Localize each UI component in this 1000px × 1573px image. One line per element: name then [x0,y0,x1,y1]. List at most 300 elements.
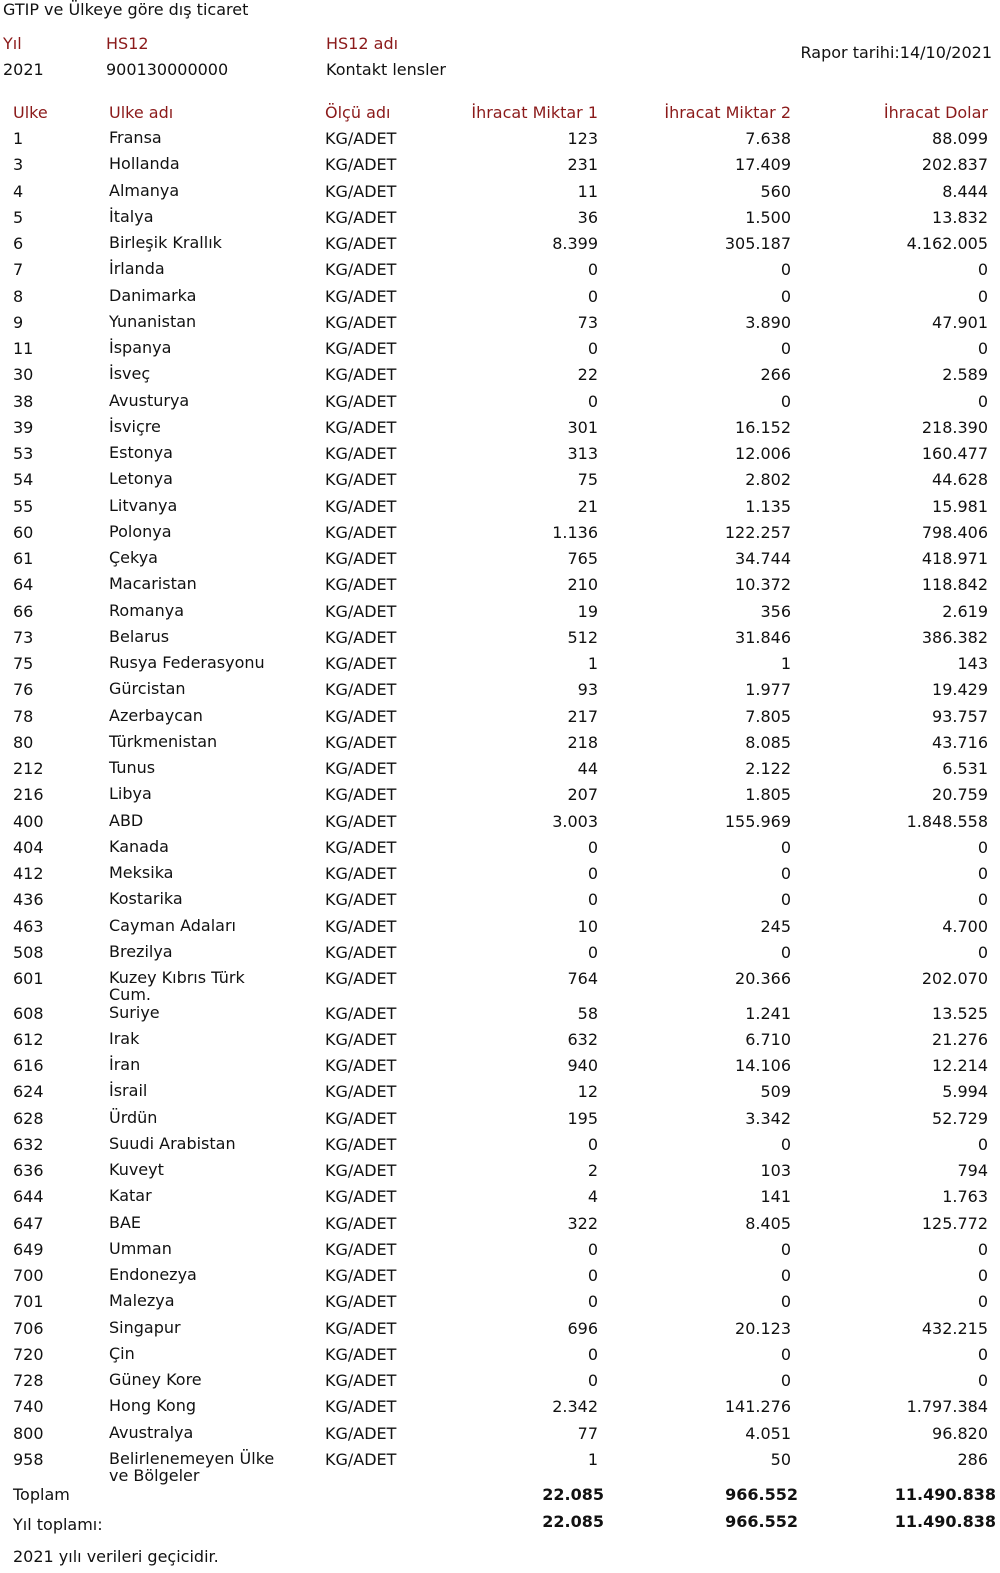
table-row [0,1292,1000,1318]
cell-unit: KG/ADET [325,627,397,647]
cell-export-qty1: 512 [567,627,598,647]
cell-export-qty1: 2.342 [552,1397,598,1417]
totals-usd: 11.490.838 [894,1485,996,1504]
cell-unit: KG/ADET [325,470,397,490]
cell-unit: KG/ADET [325,1082,397,1102]
cell-country-code: 8 [13,286,24,306]
cell-export-usd: 44.628 [932,470,988,490]
cell-country-name: İspanya [109,338,172,357]
cell-country-name: Endonezya [109,1265,197,1284]
cell-unit: KG/ADET [325,391,397,411]
cell-export-qty2: 141 [760,1187,791,1207]
cell-country-name: Kostarika [109,889,183,909]
cell-unit: KG/ADET [325,207,397,227]
table-row [0,1397,1000,1423]
cell-country-code: 212 [13,759,44,778]
cell-unit: KG/ADET [325,601,397,621]
cell-country-name: Katar [109,1186,152,1206]
cell-country-name: Kanada [109,836,169,856]
year-totals-label: Yıl toplamı: [13,1515,103,1534]
cell-export-qty1: 0 [587,260,598,280]
cell-country-code: 53 [13,444,34,463]
cell-country-code: 400 [13,811,44,831]
cell-country-code: 644 [13,1187,44,1207]
cell-country-name: Libya [109,784,152,804]
cell-export-usd: 0 [977,1239,988,1259]
cell-unit: KG/ADET [325,365,397,385]
table-row [0,1345,1000,1371]
cell-country-name: Cayman Adaları [109,915,236,935]
table-row [0,392,1000,418]
cell-export-qty1: 21 [577,496,598,516]
cell-unit: KG/ADET [325,417,397,437]
cell-export-usd: 1.848.558 [906,811,988,831]
cell-export-qty2: 0 [780,1371,791,1390]
table-row [0,759,1000,785]
cell-export-usd: 93.757 [932,706,988,726]
cell-country-code: 616 [13,1056,44,1075]
cell-export-qty2: 1 [780,654,791,673]
cell-export-qty2: 0 [780,1344,791,1364]
cell-country-code: 39 [13,417,34,437]
table-row [0,497,1000,523]
cell-country-name: İsviçre [109,416,161,436]
cell-country-code: 508 [13,942,44,962]
cell-export-qty1: 0 [587,942,598,962]
table-row [0,1371,1000,1397]
cell-export-usd: 125.772 [921,1213,988,1233]
cell-export-usd: 13.525 [932,1003,988,1023]
cell-country-name: Tunus [109,758,156,777]
cell-export-qty1: 0 [587,339,598,358]
cell-country-code: 628 [13,1108,44,1128]
cell-export-qty2: 0 [780,864,791,883]
cell-country-code: 76 [13,680,34,700]
report-date: Rapor tarihi:14/10/2021 [800,43,992,62]
cell-country-name: Danimarka [109,285,197,305]
cell-export-qty1: 2 [587,1161,598,1180]
cell-country-code: 404 [13,837,44,857]
cell-export-qty2: 7.638 [745,129,791,148]
table-row [0,785,1000,811]
table-row [0,129,1000,155]
cell-export-usd: 19.429 [932,680,988,700]
cell-unit: KG/ADET [325,1318,397,1338]
table-row [0,654,1000,680]
table-row [0,313,1000,339]
cell-country-name: Singapur [109,1317,181,1337]
cell-export-qty2: 1.805 [745,785,791,805]
cell-unit: KG/ADET [325,312,397,332]
cell-unit: KG/ADET [325,1239,397,1259]
cell-country-code: 60 [13,522,34,542]
cell-unit: KG/ADET [325,286,397,306]
cell-export-qty2: 356 [760,601,791,621]
cell-country-name: Polonya [109,521,172,541]
totals-qty1: 22.085 [542,1485,604,1504]
cell-export-qty1: 0 [587,1371,598,1390]
cell-export-qty1: 0 [587,1266,598,1285]
cell-country-name: Kuzey Kıbrıs Türk Cum. [109,968,245,1004]
cell-country-code: 61 [13,549,34,568]
hs-code-value: 900130000000 [106,60,229,79]
cell-country-name: Avusturya [109,390,190,410]
table-row [0,1266,1000,1292]
cell-unit: KG/ADET [325,1029,397,1049]
cell-country-code: 54 [13,470,34,490]
cell-country-code: 38 [13,391,34,411]
cell-export-qty1: 1 [587,1449,598,1469]
cell-country-code: 700 [13,1266,44,1285]
table-row [0,733,1000,759]
cell-export-usd: 118.842 [921,575,988,595]
cell-country-code: 9 [13,312,24,332]
cell-country-code: 7 [13,260,24,280]
cell-country-name: Azerbaycan [109,705,203,725]
table-row [0,1319,1000,1345]
cell-country-name: Çin [109,1343,135,1363]
cell-export-qty2: 7.805 [745,706,791,726]
cell-export-qty1: 764 [567,969,598,988]
cell-export-qty2: 0 [780,1266,791,1285]
cell-country-code: 612 [13,1029,44,1049]
cell-unit: KG/ADET [325,1187,397,1207]
cell-country-name: Avustralya [109,1422,194,1442]
cell-export-qty1: 77 [577,1423,598,1443]
cell-unit: KG/ADET [325,129,397,148]
cell-country-code: 6 [13,234,24,253]
table-row [0,339,1000,365]
cell-export-qty2: 20.123 [735,1318,791,1338]
cell-country-name: Yunanistan [109,311,197,331]
cell-country-name: Estonya [109,443,173,462]
cell-unit: KG/ADET [325,522,397,542]
cell-unit: KG/ADET [325,1003,397,1023]
cell-export-qty2: 141.276 [724,1397,791,1417]
cell-export-qty2: 0 [780,890,791,910]
cell-export-qty2: 0 [780,1239,791,1259]
cell-export-usd: 0 [977,1266,988,1285]
table-row [0,1056,1000,1082]
cell-export-qty1: 58 [577,1003,598,1023]
cell-export-qty1: 73 [577,312,598,332]
cell-country-name: İrlanda [109,259,165,279]
table-row [0,234,1000,260]
cell-country-code: 30 [13,365,34,385]
table-row [0,1161,1000,1187]
cell-country-code: 4 [13,181,24,201]
cell-unit: KG/ADET [325,942,397,962]
cell-export-usd: 2.589 [942,365,988,385]
cell-export-usd: 0 [977,890,988,910]
cell-unit: KG/ADET [325,864,397,883]
cell-export-qty1: 217 [567,706,598,726]
cell-country-code: 632 [13,1134,44,1154]
hs-name-value: Kontakt lensler [326,60,446,79]
cell-export-usd: 0 [977,942,988,962]
cell-export-usd: 52.729 [932,1108,988,1128]
hs-code-label: HS12 [106,34,149,53]
cell-country-name: Hong Kong [109,1396,196,1416]
cell-country-name: Irak [109,1028,140,1048]
col-header-country-name: Ulke adı [109,103,174,122]
cell-unit: KG/ADET [325,969,397,988]
table-row [0,1004,1000,1030]
cell-export-qty1: 0 [587,286,598,306]
cell-export-usd: 15.981 [932,496,988,516]
cell-country-name: Malezya [109,1291,175,1311]
cell-country-name: Fransa [109,128,162,147]
cell-export-qty1: 0 [587,391,598,411]
table-row [0,1187,1000,1213]
cell-country-name: Ürdün [109,1107,158,1127]
cell-export-qty2: 1.135 [745,496,791,516]
cell-unit: KG/ADET [325,444,397,463]
cell-export-usd: 0 [977,1344,988,1364]
table-row [0,917,1000,943]
cell-export-usd: 386.382 [921,627,988,647]
cell-country-code: 601 [13,969,44,988]
cell-export-qty1: 1 [587,654,598,673]
cell-unit: KG/ADET [325,916,397,936]
cell-export-qty2: 0 [780,942,791,962]
cell-country-name: Birleşik Krallık [109,233,222,252]
cell-country-name: Türkmenistan [109,731,218,751]
cell-unit: KG/ADET [325,785,397,805]
table-row [0,155,1000,181]
cell-unit: KG/ADET [325,1292,397,1312]
cell-country-name: İran [109,1055,141,1074]
cell-country-name: Kuveyt [109,1160,164,1179]
cell-export-qty1: 1.136 [552,522,598,542]
cell-export-qty2: 0 [780,1292,791,1312]
cell-export-qty1: 231 [567,155,598,175]
cell-country-code: 624 [13,1082,44,1102]
cell-export-qty2: 0 [780,339,791,358]
cell-export-qty2: 0 [780,1134,791,1154]
cell-export-qty2: 31.846 [735,627,791,647]
table-row [0,707,1000,733]
cell-country-name: Macaristan [109,574,197,594]
cell-unit: KG/ADET [325,496,397,516]
cell-country-code: 78 [13,706,34,726]
cell-unit: KG/ADET [325,1371,397,1390]
cell-unit: KG/ADET [325,260,397,280]
cell-unit: KG/ADET [325,1344,397,1364]
cell-unit: KG/ADET [325,575,397,595]
table-row [0,943,1000,969]
col-header-export-qty2: İhracat Miktar 2 [664,103,791,122]
table-row [0,365,1000,391]
cell-export-qty1: 0 [587,864,598,883]
cell-export-usd: 0 [977,260,988,280]
cell-export-qty2: 8.405 [745,1213,791,1233]
cell-export-qty2: 8.085 [745,732,791,752]
table-row [0,287,1000,313]
table-row [0,470,1000,496]
cell-export-qty1: 11 [577,181,598,201]
cell-export-qty2: 6.710 [745,1029,791,1049]
year-totals-qty1: 22.085 [542,1512,604,1531]
cell-export-qty1: 0 [587,890,598,910]
cell-country-code: 740 [13,1397,44,1417]
cell-export-qty1: 313 [567,444,598,463]
cell-export-usd: 4.700 [942,916,988,936]
cell-export-qty2: 17.409 [735,155,791,175]
table-row [0,1424,1000,1450]
table-row [0,968,1000,1004]
cell-export-qty2: 20.366 [735,969,791,988]
table-row [0,549,1000,575]
cell-export-usd: 8.444 [942,181,988,201]
cell-export-qty1: 0 [587,1344,598,1364]
cell-country-code: 73 [13,627,34,647]
cell-export-qty2: 2.802 [745,470,791,490]
cell-export-qty2: 14.106 [735,1056,791,1075]
cell-country-name: Litvanya [109,495,178,515]
cell-unit: KG/ADET [325,1108,397,1128]
cell-unit: KG/ADET [325,759,397,778]
table-row [0,1448,1000,1485]
cell-unit: KG/ADET [325,732,397,752]
cell-country-name: Belirlenemeyen Ülke ve Bölgeler [109,1448,275,1485]
cell-country-name: Letonya [109,469,173,489]
cell-export-usd: 798.406 [921,522,988,542]
table-row [0,812,1000,838]
year-totals-qty2: 966.552 [725,1512,798,1531]
cell-country-code: 216 [13,785,44,805]
table-row [0,838,1000,864]
cell-export-qty1: 12 [577,1082,598,1102]
cell-export-qty1: 322 [567,1213,598,1233]
cell-export-qty1: 36 [577,207,598,227]
cell-country-code: 728 [13,1371,44,1390]
table-row [0,523,1000,549]
cell-unit: KG/ADET [325,654,397,673]
cell-export-usd: 6.531 [942,759,988,778]
cell-country-name: ABD [109,810,144,830]
cell-export-qty1: 44 [577,759,598,778]
cell-country-code: 55 [13,496,34,516]
cell-country-code: 5 [13,207,24,227]
cell-country-name: Güney Kore [109,1370,202,1389]
cell-unit: KG/ADET [325,1266,397,1285]
table-row [0,1082,1000,1108]
cell-country-name: Brezilya [109,941,173,961]
cell-export-qty1: 0 [587,1239,598,1259]
cell-unit: KG/ADET [325,680,397,700]
table-row [0,1214,1000,1240]
cell-export-qty2: 0 [780,837,791,857]
cell-export-qty2: 245 [760,916,791,936]
cell-country-code: 647 [13,1213,44,1233]
cell-country-code: 3 [13,155,24,175]
cell-country-name: İsrail [109,1081,148,1101]
cell-country-name: Gürcistan [109,679,186,699]
cell-export-qty2: 0 [780,260,791,280]
cell-export-qty2: 50 [770,1449,791,1469]
cell-export-usd: 4.162.005 [906,234,988,253]
cell-export-usd: 0 [977,837,988,857]
cell-export-usd: 20.759 [932,785,988,805]
cell-country-name: Suudi Arabistan [109,1133,236,1153]
cell-export-usd: 43.716 [932,732,988,752]
table-row [0,418,1000,444]
cell-unit: KG/ADET [325,549,397,568]
cell-export-usd: 202.837 [921,155,988,175]
cell-country-name: Hollanda [109,154,180,174]
cell-unit: KG/ADET [325,1134,397,1154]
cell-export-usd: 88.099 [932,129,988,148]
table-row [0,680,1000,706]
table-row [0,575,1000,601]
cell-unit: KG/ADET [325,1397,397,1417]
table-row [0,1030,1000,1056]
cell-unit: KG/ADET [325,234,397,253]
cell-export-qty1: 195 [567,1108,598,1128]
cell-unit: KG/ADET [325,155,397,175]
cell-country-code: 463 [13,916,44,936]
table-row [0,1135,1000,1161]
totals-qty2: 966.552 [725,1485,798,1504]
cell-unit: KG/ADET [325,811,397,831]
cell-export-qty2: 16.152 [735,417,791,437]
cell-country-code: 608 [13,1003,44,1023]
cell-unit: KG/ADET [325,890,397,910]
cell-export-qty2: 155.969 [724,811,791,831]
cell-export-qty1: 765 [567,549,598,568]
cell-export-qty1: 8.399 [552,234,598,253]
cell-country-code: 649 [13,1239,44,1259]
cell-country-name: İsveç [109,364,151,384]
col-header-export-usd: İhracat Dolar [883,103,988,122]
cell-export-qty1: 93 [577,680,598,700]
table-row [0,628,1000,654]
cell-export-qty1: 75 [577,470,598,490]
cell-export-usd: 143 [957,654,988,673]
cell-country-name: Belarus [109,626,170,646]
cell-export-qty1: 301 [567,417,598,437]
cell-country-name: Almanya [109,180,180,200]
cell-export-qty2: 10.372 [735,575,791,595]
cell-unit: KG/ADET [325,1449,397,1469]
cell-unit: KG/ADET [325,706,397,726]
cell-export-usd: 1.763 [942,1187,988,1207]
cell-export-usd: 418.971 [921,549,988,568]
cell-country-code: 412 [13,864,44,883]
cell-country-code: 958 [13,1449,44,1469]
year-value: 2021 [3,60,44,79]
cell-export-qty2: 1.500 [745,207,791,227]
cell-export-usd: 0 [977,1292,988,1312]
cell-export-qty1: 218 [567,732,598,752]
cell-export-usd: 0 [977,864,988,883]
cell-export-usd: 218.390 [921,417,988,437]
col-header-export-qty1: İhracat Miktar 1 [471,103,598,122]
cell-unit: KG/ADET [325,837,397,857]
hs-name-label: HS12 adı [326,34,399,53]
cell-export-qty2: 12.006 [735,444,791,463]
cell-export-qty1: 210 [567,575,598,595]
cell-export-qty2: 3.890 [745,312,791,332]
cell-export-qty1: 22 [577,365,598,385]
cell-country-name: Meksika [109,863,174,882]
table-row [0,864,1000,890]
cell-country-name: Çekya [109,548,158,567]
cell-unit: KG/ADET [325,1423,397,1443]
cell-export-qty1: 0 [587,1134,598,1154]
cell-export-qty1: 696 [567,1318,598,1338]
